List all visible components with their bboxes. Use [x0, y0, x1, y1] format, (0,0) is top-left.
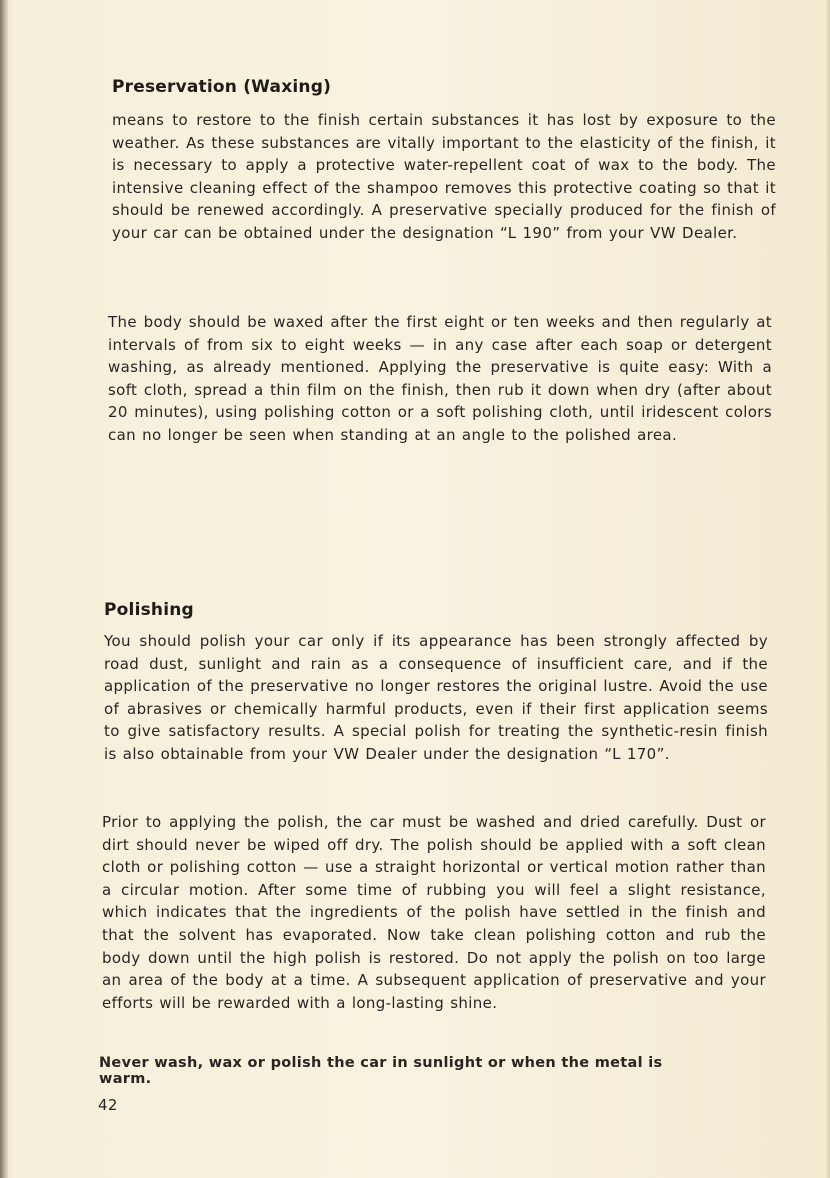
paragraph-preservation-intro: means to restore to the finish certain substances it has lost by exposure to the weather. As these substances are vitally important to the elasticity of the finish, it is necessary to apply a protective water-repellent coat of wax to the body. The intensive cleaning effect of the shampoo removes this protective coating so that it should be renewed accordingly. A preservative specially produced for the finish of your car can be obtained under the designation “L 190” from your VW Dealer.	[112, 111, 776, 242]
book-spine-edge	[0, 0, 8, 1178]
paragraph-waxing-instructions: The body should be waxed after the first eight or ten weeks and then regularly at intervals of from six to eight weeks — in any case after each soap or detergent washing, as already mentioned. Applying the preservative is quite easy: With a soft cloth, spread a thin film on the finish, then rub it down when dry (after about 20 minutes), using polishing cotton or a soft polishing cloth, until iridescent colors can no longer be seen when standing at an angle to the polished area.	[108, 313, 772, 444]
paragraph-polishing-intro: You should polish your car only if its appearance has been strongly affected by road dust, sunlight and rain as a consequence of insufficient care, and if the application of the preservative no longer restores the original lustre. Avoid the use of abrasives or chemically harmful products, even if their first application seems to give satisfactory results. A special polish for treating the synthetic-resin finish is also obtainable from your VW Dealer under the designation “L 170”.	[104, 632, 768, 763]
section-polishing	[104, 600, 768, 766]
section-polishing-instructions	[102, 811, 766, 1014]
section-waxing-instructions	[108, 311, 772, 447]
heading-preservation: Preservation (Waxing)	[112, 77, 332, 97]
warning-note: Never wash, wax or polish the car in sunlight or when the metal is warm.	[99, 1055, 663, 1087]
paragraph-polishing-instructions: Prior to applying the polish, the car must be washed and dried carefully. Dust or dirt should never be wiped off dry. The polish should be applied with a soft clean cloth or polishing cotton — use a straight horizontal or vertical motion rather than a circular motion. After some time of rubbing you will feel a slight resistance, which indicates that the ingredients of the polish have settled in the finish and that the solvent has evaporated. Now take clean polishing cotton and rub the body down until the high polish is restored. Do not apply the polish on too large an area of the body at a time. A subsequent application of preservative and your efforts will be rewarded with a long-lasting shine.	[102, 813, 766, 1012]
heading-polishing: Polishing	[104, 600, 194, 620]
page-number: 42	[98, 1096, 118, 1114]
section-preservation	[112, 77, 776, 245]
page-edge	[826, 0, 830, 1178]
